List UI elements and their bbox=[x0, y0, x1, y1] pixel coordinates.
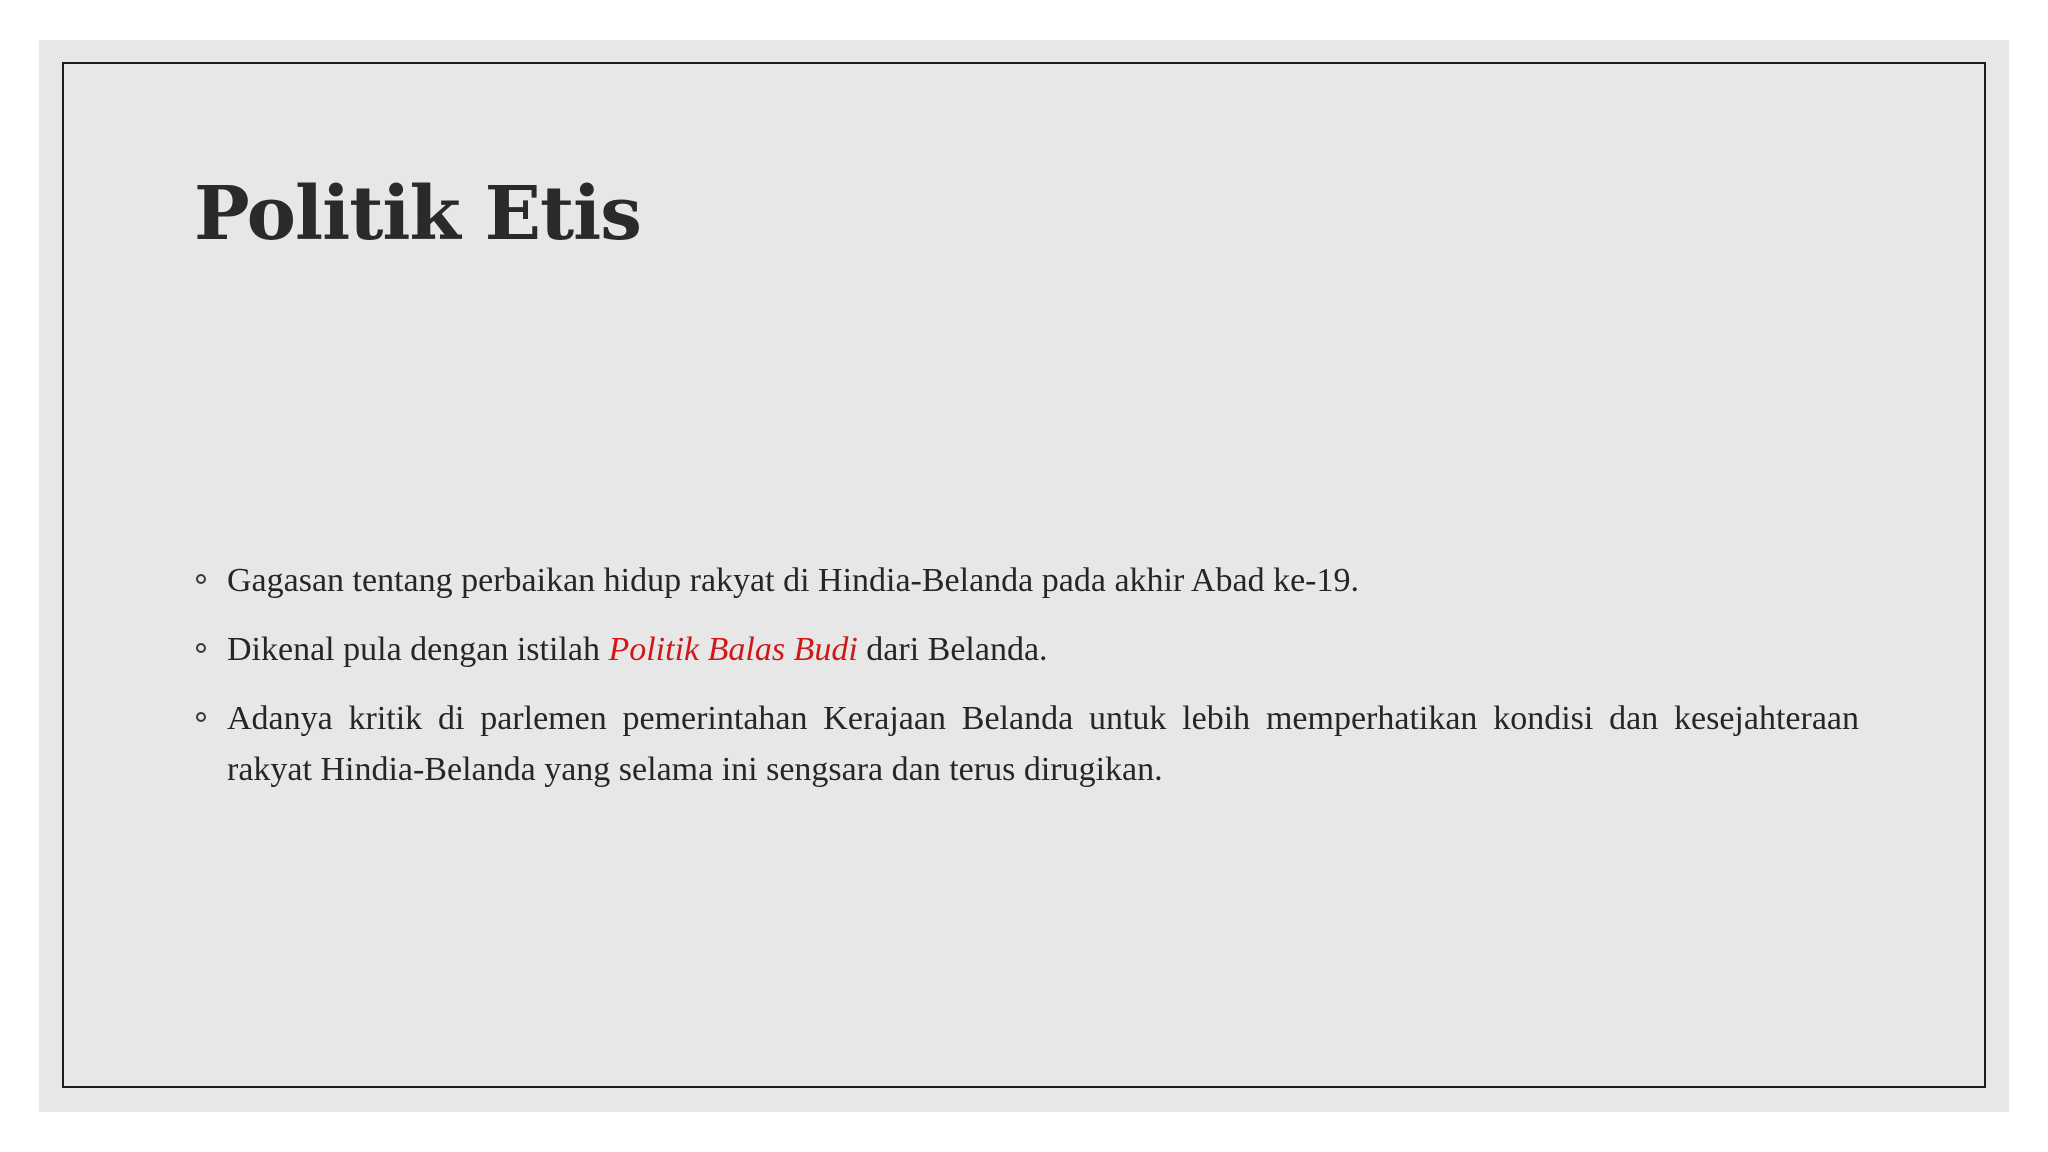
bullet-item-2 bbox=[194, 624, 1859, 675]
bullet-text-before: Dikenal pula dengan istilah bbox=[227, 631, 609, 668]
circle-bullet-icon bbox=[196, 574, 206, 584]
highlight-term: Politik Balas Budi bbox=[608, 631, 858, 668]
circle-bullet-icon bbox=[196, 712, 206, 722]
bullet-item-3 bbox=[194, 693, 1859, 795]
bullet-list bbox=[194, 555, 1859, 813]
slide-title: Politik Etis bbox=[194, 171, 641, 257]
bullet-item-1 bbox=[194, 555, 1859, 606]
circle-bullet-icon bbox=[196, 643, 206, 653]
bullet-text: Gagasan tentang perbaikan hidup rakyat di Hindia-Belanda pada akhir Abad ke-19. bbox=[227, 562, 1359, 599]
bullet-text-after: dari Belanda. bbox=[857, 631, 1048, 668]
bullet-text: Adanya kritik di parlemen pemerintahan Kerajaan Belanda untuk lebih memperhatikan kondisi dan kesejahteraan rakyat Hindia-Belanda yang selama ini sengsara dan terus dirugikan. bbox=[227, 700, 1859, 788]
